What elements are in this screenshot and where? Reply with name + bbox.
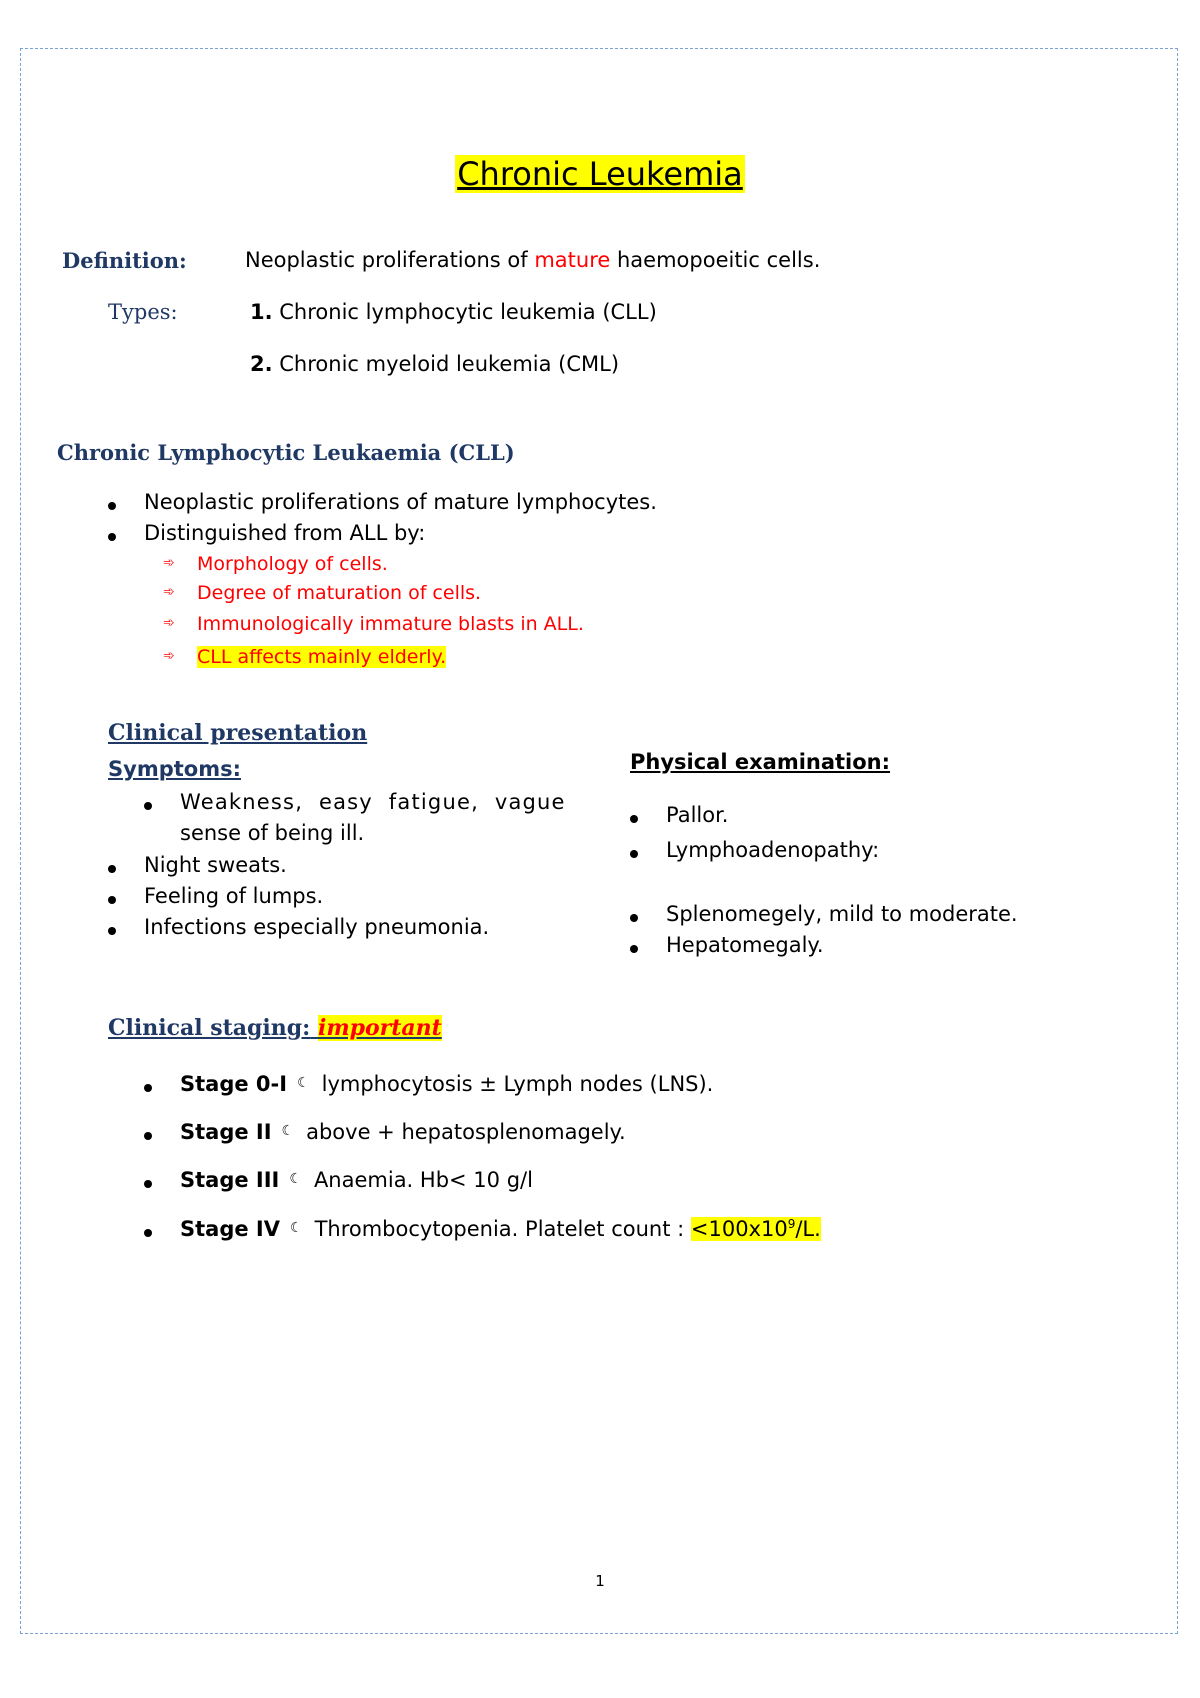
clinical-heading: Clinical presentation	[108, 720, 368, 746]
bullet-dot-icon	[108, 896, 116, 904]
arrow-icon: ➾	[163, 648, 175, 664]
bullet-dot-icon	[144, 1180, 152, 1188]
cll-heading: Chronic Lymphocytic Leukaemia (CLL)	[57, 440, 515, 465]
staging-emphasis: important	[317, 1015, 442, 1041]
page-title: Chronic Leukemia	[457, 155, 743, 193]
type-item-1: 1. Chronic lymphocytic leukemia (CLL)	[250, 300, 657, 324]
exam-item-1: Pallor.	[630, 803, 729, 827]
type-item-2: 2. Chronic myeloid leukemia (CML)	[250, 352, 620, 376]
arrow-icon: ➾	[163, 584, 175, 600]
cll-sub-bullet-2: ➾ Degree of maturation of cells.	[163, 582, 482, 604]
arrow-right-icon: ☾	[289, 1171, 302, 1187]
symptom-item-2: Night sweats.	[108, 853, 287, 877]
stage-item-4: Stage IV ☾ Thrombocytopenia. Platelet count : $<100x10^9/L$.	[144, 1217, 821, 1241]
bullet-dot-icon	[144, 1132, 152, 1140]
types-label: Types:	[108, 300, 178, 324]
page-number: 1	[595, 1572, 605, 1590]
cll-bullet-2: Distinguished from ALL by:	[108, 521, 425, 545]
arrow-right-icon: ☾	[290, 1220, 303, 1236]
stage-item-3: Stage III ☾ Anaemia. Hb< 10 g/l	[144, 1168, 533, 1192]
arrow-right-icon: ☾	[297, 1075, 310, 1091]
symptoms-heading: Symptoms:	[108, 757, 241, 781]
bullet-dot-icon	[108, 533, 116, 541]
stage-item-1: Stage 0-I ☾ lymphocytosis ± Lymph nodes (LNS).	[144, 1072, 713, 1096]
bullet-dot-icon	[108, 865, 116, 873]
exam-item-2: Lymphoadenopathy:	[630, 838, 879, 862]
definition-label: Definition:	[62, 248, 187, 273]
exam-item-4: Hepatomegaly.	[630, 933, 824, 957]
cll-sub-bullet-4: ➾ CLL affects mainly elderly.	[163, 646, 447, 668]
definition-text: Neoplastic proliferations of mature haemopoeitic cells.	[245, 248, 821, 272]
arrow-icon: ➾	[163, 555, 175, 571]
symptom-item-1: Weakness, easy fatigue, vague	[144, 790, 566, 814]
symptom-item-4: Infections especially pneumonia.	[108, 915, 489, 939]
cll-bullet-1: Neoplastic proliferations of mature lymphocytes.	[108, 490, 657, 514]
bullet-dot-icon	[630, 945, 638, 953]
exam-item-3: Splenomegely, mild to moderate.	[630, 902, 1018, 926]
bullet-dot-icon	[630, 914, 638, 922]
bullet-dot-icon	[108, 927, 116, 935]
exam-heading: Physical examination:	[630, 750, 891, 774]
platelet-value: $<100x10^9/L$.	[690, 1217, 821, 1241]
bullet-dot-icon	[144, 1229, 152, 1237]
cll-sub-bullet-3: ➾ Immunologically immature blasts in ALL.	[163, 613, 584, 635]
bullet-dot-icon	[630, 850, 638, 858]
symptom-item-1-cont: sense of being ill.	[180, 821, 365, 845]
bullet-dot-icon	[144, 802, 152, 810]
arrow-icon: ➾	[163, 615, 175, 631]
bullet-dot-icon	[630, 815, 638, 823]
arrow-right-icon: ☾	[281, 1123, 295, 1139]
cll-sub-bullet-1: ➾ Morphology of cells.	[163, 553, 388, 575]
bullet-dot-icon	[108, 502, 116, 510]
definition-highlight: mature	[534, 248, 611, 272]
symptom-item-3: Feeling of lumps.	[108, 884, 323, 908]
stage-item-2: Stage II ☾ above + hepatosplenomagely.	[144, 1120, 626, 1144]
staging-heading: Clinical staging: important	[108, 1015, 442, 1041]
bullet-dot-icon	[144, 1084, 152, 1092]
